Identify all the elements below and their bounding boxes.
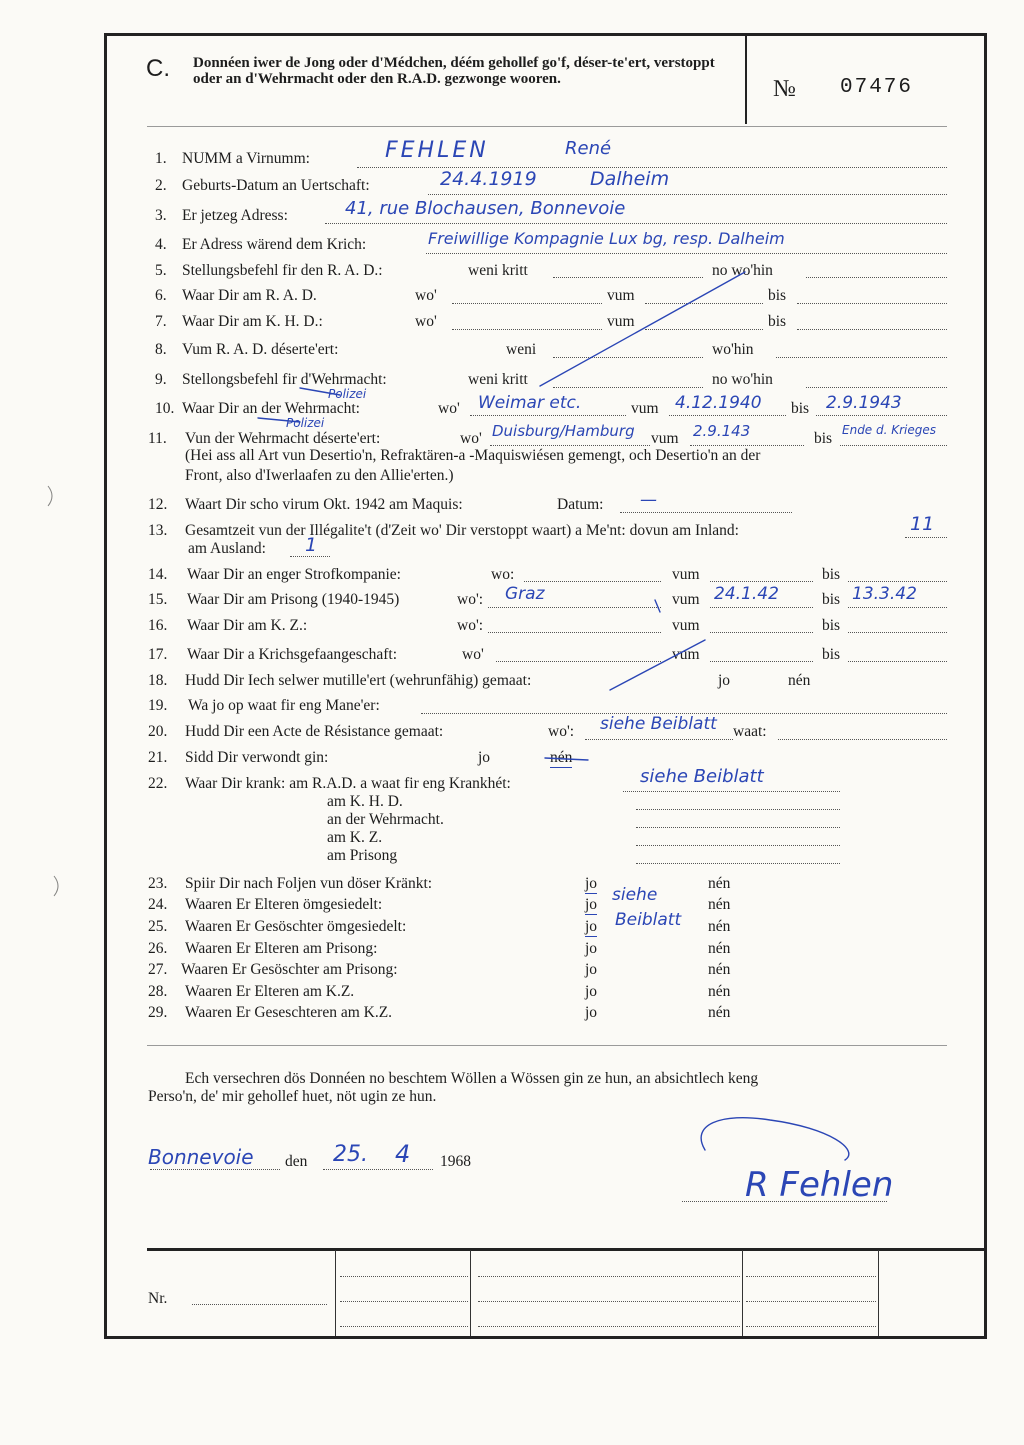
- date-year: 1968: [440, 1153, 471, 1170]
- row-number: 19.: [148, 697, 168, 714]
- row-number: 4.: [155, 236, 167, 253]
- field-label: vum: [607, 313, 635, 330]
- handwritten-annotation: Polizei: [328, 387, 367, 401]
- option-jo: jo: [478, 749, 491, 766]
- row-number: 8.: [155, 341, 167, 358]
- handwritten-place: Bonnevoie: [148, 1145, 254, 1169]
- row-number: 1.: [155, 150, 167, 167]
- option-nen: nén: [708, 896, 731, 913]
- field-label: bis: [768, 287, 787, 304]
- field-label: vum: [672, 591, 700, 608]
- row-note: Front, also d'Iwerlaafen zu den Allie'erten.): [185, 467, 454, 484]
- row-number: 23.: [148, 875, 168, 892]
- row-label: Waaren Er Elteren ömgesiedelt:: [185, 896, 383, 913]
- strike-line: [655, 600, 660, 612]
- row-sublabel: am K. Z.: [327, 829, 383, 846]
- row-label: Waaren Er Gesöschter ömgesiedelt:: [185, 918, 407, 935]
- handwritten-date: 2.9.1943: [826, 393, 902, 413]
- field-label: bis: [822, 591, 841, 608]
- option-nen: nén: [708, 961, 731, 978]
- row-number: 10.: [155, 400, 175, 417]
- field-label: waat:: [733, 723, 767, 740]
- option-jo: jo: [718, 672, 731, 689]
- row-label: Er jetzeg Adress:: [182, 207, 288, 224]
- handwritten-date: 2.9.143: [693, 422, 751, 440]
- field-label: bis: [822, 617, 841, 634]
- handwritten-date: Ende d. Krieges: [842, 423, 937, 437]
- field-label: bis: [791, 400, 810, 417]
- row-number: 13.: [148, 522, 168, 539]
- row-label: Waar Dir krank: am R.A.D. a waat fir eng Krankhét:: [185, 775, 511, 792]
- field-label: wo': [460, 430, 482, 447]
- row-number: 24.: [148, 896, 168, 913]
- row-label: Er Adress wärend dem Krich:: [182, 236, 367, 253]
- section-letter: C.: [146, 55, 170, 82]
- number-label: №: [773, 76, 796, 102]
- row-number: 15.: [148, 591, 168, 608]
- declaration-text: Perso'n, de' mir gehollef huet, nöt ugin ze hun.: [148, 1088, 437, 1105]
- row-sublabel: am K. H. D.: [327, 793, 403, 810]
- strike-line: [258, 418, 300, 422]
- row-number: 26.: [148, 940, 168, 957]
- handwritten-birthdate: 24.4.1919: [440, 168, 537, 190]
- handwritten-months: 1: [305, 534, 318, 556]
- handwritten-margin-note: siehe: [612, 885, 658, 905]
- field-label: vum: [672, 566, 700, 583]
- field-label: wo': [462, 646, 484, 663]
- field-label: weni kritt: [468, 262, 528, 279]
- strike-line: [610, 640, 705, 690]
- row-label: Wa jo op waat fir eng Mane'er:: [188, 697, 380, 714]
- row-number: 18.: [148, 672, 168, 689]
- handwritten-surname: FEHLEN: [385, 138, 489, 163]
- row-sublabel: am Prisong: [327, 847, 398, 864]
- punch-hole-mark: [54, 876, 58, 896]
- field-label: Datum:: [557, 496, 604, 513]
- row-number: 16.: [148, 617, 168, 634]
- option-nen-selected: nén: [550, 749, 573, 766]
- row-label: Waar Dir an enger Strofkompanie:: [187, 566, 401, 583]
- row-label: Hudd Dir een Acte de Résistance gemaat:: [185, 723, 444, 740]
- row-number: 7.: [155, 313, 167, 330]
- row-number: 21.: [148, 749, 168, 766]
- field-label: bis: [822, 566, 841, 583]
- handwritten-place: Duisburg/Hamburg: [492, 422, 635, 440]
- handwritten-place: Weimar etc.: [478, 393, 582, 413]
- row-note: (Hei ass all Art vun Desertio'n, Refraktären-a -Maquiswiésen gemengt, och Desertio'n an der: [185, 447, 761, 464]
- strike-line: [540, 272, 745, 386]
- row-number: 12.: [148, 496, 168, 513]
- handwritten-note: siehe Beiblatt: [600, 714, 717, 734]
- row-label: Sidd Dir verwondt gin:: [185, 749, 329, 766]
- handwritten-date: 4.12.1940: [675, 393, 762, 413]
- field-label: wo': [415, 287, 437, 304]
- row-label: Spiir Dir nach Foljen vun döser Kränkt:: [185, 875, 433, 892]
- field-label: wo': [415, 313, 437, 330]
- row-number: 27.: [148, 961, 168, 978]
- field-label: wo': [438, 400, 460, 417]
- handwritten-place: Graz: [505, 584, 545, 604]
- row-label: Waaren Er Elteren am K.Z.: [185, 983, 355, 1000]
- form-number: 07476: [840, 76, 914, 99]
- option-jo-selected: jo: [585, 918, 598, 935]
- row-label: Stellungsbefehl fir den R. A. D.:: [182, 262, 383, 279]
- field-label: wo':: [457, 591, 484, 608]
- handwritten-margin-note: Beiblatt: [615, 910, 682, 930]
- option-nen: nén: [708, 1004, 731, 1021]
- row-label: Waar Dir a Krichsgefaangeschaft:: [187, 646, 398, 663]
- row-label: Waaren Er Gesöschter am Prisong:: [181, 961, 398, 978]
- handwritten-date: 13.3.42: [852, 584, 917, 604]
- option-nen: nén: [788, 672, 811, 689]
- row-number: 25.: [148, 918, 168, 935]
- option-jo: jo: [585, 961, 598, 978]
- row-number: 2.: [155, 177, 167, 194]
- field-label: weni kritt: [468, 371, 528, 388]
- row-label: Waar Dir am K. Z.:: [187, 617, 308, 634]
- handwritten-months: 11: [910, 513, 935, 535]
- field-label: vum: [672, 617, 700, 634]
- row-number: 5.: [155, 262, 167, 279]
- row-label: Vum R. A. D. déserte'ert:: [182, 341, 339, 358]
- handwritten-birthplace: Dalheim: [590, 168, 670, 190]
- row-label: Hudd Dir Iech selwer mutille'ert (wehrunfähig) gemaat:: [185, 672, 532, 689]
- declaration-text: Ech versechren dös Donnéen no beschtem Wöllen a Wössen gin ze hun, an absichtlech keng: [185, 1070, 759, 1087]
- row-number: 6.: [155, 287, 167, 304]
- field-label: bis: [814, 430, 833, 447]
- handwritten-firstname: René: [565, 138, 612, 159]
- nr-label: Nr.: [148, 1290, 168, 1307]
- handwritten-month: 4: [395, 1140, 411, 1168]
- row-label: Waaren Er Geseschteren am K.Z.: [185, 1004, 393, 1021]
- option-nen: nén: [708, 983, 731, 1000]
- option-jo: jo: [585, 940, 598, 957]
- field-label: wo:: [491, 566, 515, 583]
- row-label: am Ausland:: [188, 540, 266, 557]
- option-nen: nén: [708, 940, 731, 957]
- field-label: bis: [768, 313, 787, 330]
- row-label: Waart Dir scho virum Okt. 1942 am Maquis:: [185, 496, 463, 513]
- field-label: wo'hin: [712, 341, 754, 358]
- option-jo-selected: jo: [585, 896, 598, 913]
- row-number: 29.: [148, 1004, 168, 1021]
- row-label: Stellongsbefehl fir d'Wehrmacht:: [182, 371, 387, 388]
- option-jo: jo: [585, 983, 598, 1000]
- field-label: no wo'hin: [712, 371, 773, 388]
- row-label: Gesamtzeit vun der Illégalite't (d'Zeit wo' Dir verstoppt waart) a Me'nt: dovun am Inland:: [185, 522, 739, 539]
- section-title: Donnéen iwer de Jong oder d'Médchen, déém gehollef go'f, déser-te'ert, verstoppt oder an d'Wehrmacht oder den R.A.D. gezwonge wooren.: [193, 55, 715, 87]
- row-label: Waar Dir am K. H. D.:: [182, 313, 323, 330]
- option-nen: nén: [708, 875, 731, 892]
- field-label: bis: [822, 646, 841, 663]
- row-number: 11.: [148, 430, 167, 447]
- field-label: vum: [607, 287, 635, 304]
- row-label: Waar Dir an der Wehrmacht:: [182, 400, 360, 417]
- field-label: wo':: [457, 617, 484, 634]
- handwritten-date: 24.1.42: [714, 584, 779, 604]
- option-jo-selected: jo: [585, 875, 598, 892]
- handwritten-war-address: Freiwillige Kompagnie Lux bg, resp. Dalheim: [428, 229, 785, 248]
- field-label: vum: [672, 646, 700, 663]
- handwritten-day: 25.: [333, 1142, 368, 1167]
- option-nen: nén: [708, 918, 731, 935]
- field-label: wo':: [548, 723, 575, 740]
- row-number: 14.: [148, 566, 168, 583]
- row-label: NUMM a Virnumm:: [182, 150, 310, 167]
- handwritten-note: siehe Beiblatt: [640, 766, 764, 787]
- strike-line: [300, 388, 340, 395]
- row-sublabel: an der Wehrmacht.: [327, 811, 444, 828]
- strike-line: [545, 758, 588, 760]
- row-label: Geburts-Datum an Uertschaft:: [182, 177, 370, 194]
- handwritten-signature: R Fehlen: [745, 1165, 894, 1205]
- row-label: Waar Dir am R. A. D.: [182, 287, 317, 304]
- option-jo: jo: [585, 1004, 598, 1021]
- row-number: 17.: [148, 646, 168, 663]
- row-label: Vun der Wehrmacht déserte'ert:: [185, 430, 381, 447]
- row-number: 22.: [148, 775, 168, 792]
- row-number: 9.: [155, 371, 167, 388]
- field-label: no wo'hin: [712, 262, 773, 279]
- handwritten-address: 41, rue Blochausen, Bonnevoie: [345, 198, 626, 219]
- handwritten-dash: —: [640, 490, 657, 510]
- handwritten-annotation: Polizei: [286, 416, 325, 430]
- row-label: Waaren Er Elteren am Prisong:: [185, 940, 378, 957]
- field-label: vum: [631, 400, 659, 417]
- signature-loop: [701, 1118, 849, 1160]
- row-number: 3.: [155, 207, 167, 224]
- row-number: 28.: [148, 983, 168, 1000]
- field-label: vum: [651, 430, 679, 447]
- punch-hole-mark: [48, 486, 52, 506]
- row-label: Waar Dir am Prisong (1940-1945): [187, 591, 400, 608]
- field-label: weni: [506, 341, 537, 358]
- row-number: 20.: [148, 723, 168, 740]
- date-label: den: [285, 1153, 308, 1170]
